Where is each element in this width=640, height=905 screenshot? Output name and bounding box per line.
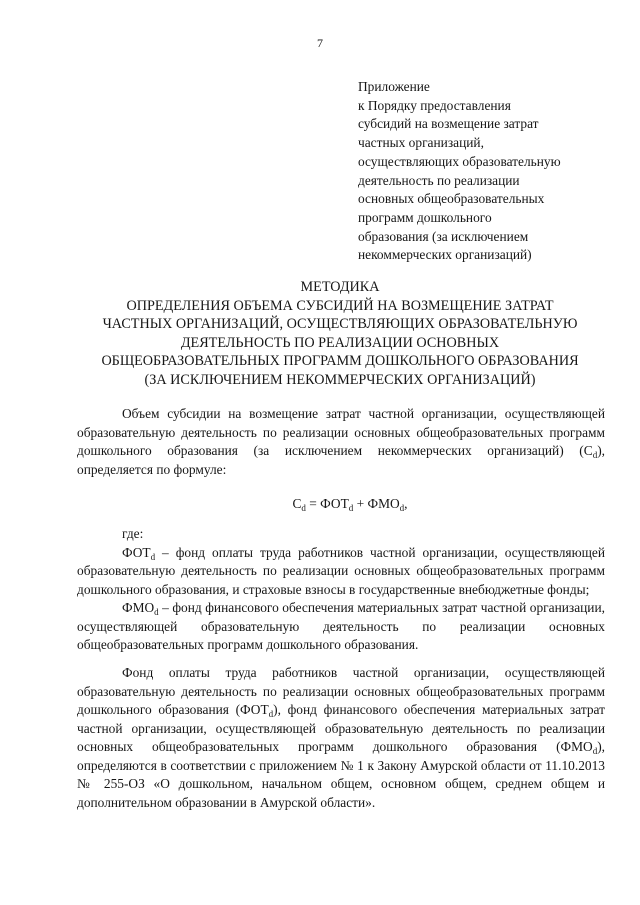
appendix-line: осуществляющих образовательную [358, 153, 561, 169]
final-sub1: d [268, 709, 274, 719]
formula-end: , [404, 496, 408, 511]
final-part2: ), фонд финансового обеспечения материальных затрат частной организации, осуществляющей образовательную деятельность по реализации основных общеобразовательных программ дошкольного образования (ФМО [77, 702, 605, 754]
formula-c-sub: d [301, 503, 306, 513]
formula-fmo-sub: d [399, 503, 405, 513]
document-title [66, 278, 614, 390]
appendix-line: субсидий на возмещение затрат [358, 116, 539, 132]
appendix-note [358, 78, 628, 265]
definition-fot [77, 544, 605, 600]
definition-fmo [77, 599, 605, 655]
final-sub2: d [592, 746, 598, 756]
final-part1: Фонд оплаты труда работников частной организации, осуществляющей образовательную деятельность по реализации основных общеобразовательных программ дошкольного образования (ФОТ [77, 665, 605, 717]
formula-c: С [292, 496, 302, 511]
title-line: ОПРЕДЕЛЕНИЯ ОБЪЕМА СУБСИДИЙ НА ВОЗМЕЩЕНИЕ ЗАТРАТ [126, 297, 554, 314]
definition-text: – фонд финансового обеспечения материальных затрат частной организации, осуществляющей образовательную деятельность по реализации основных общеобразовательных программ дошкольного образования. [77, 600, 605, 652]
intro-paragraph [77, 405, 605, 479]
final-part3: ), определяются в соответствии с приложением № 1 к Закону Амурской области от 11.10.2013 № 255-ОЗ «О дошкольном, начальном общем, основном общем, среднем общем и дополнительном образовании в Амурской области». [77, 739, 605, 810]
definition-sub: d [150, 551, 156, 562]
appendix-line: к Порядку предоставления [358, 97, 511, 113]
appendix-line: Приложение [358, 79, 430, 94]
formula-fot-sub: d [348, 503, 354, 513]
definition-text: – фонд оплаты труда работников частной организации, осуществляющей образовательную деятельность по реализации основных общеобразовательных программ дошкольного образования, и страховые взносы в государственные внебюджетные фонды; [77, 544, 605, 597]
title-line: ДЕЯТЕЛЬНОСТЬ ПО РЕАЛИЗАЦИИ ОСНОВНЫХ [180, 334, 500, 351]
page-number: 7 [317, 36, 323, 50]
formula-fmo: + ФМО [353, 496, 400, 511]
final-paragraph [77, 664, 605, 812]
title-line: ОБЩЕОБРАЗОВАТЕЛЬНЫХ ПРОГРАММ ДОШКОЛЬНОГО ОБРАЗОВАНИЯ [101, 353, 579, 370]
definition-term: ФМО [122, 600, 155, 615]
definition-term: ФОТ [122, 544, 151, 560]
appendix-line: образования (за исключением [358, 228, 529, 244]
appendix-line: некоммерческих организаций) [358, 247, 532, 263]
definitions-block [77, 525, 605, 655]
title-line: МЕТОДИКА [300, 279, 380, 295]
appendix-line: частных организаций, [358, 135, 484, 151]
formula-fot: = ФОТ [305, 496, 349, 511]
where-label: где: [122, 526, 144, 541]
appendix-line: программ дошкольного [358, 209, 492, 225]
intro-text: Объем субсидии на возмещение затрат частной организации, осуществляющей образовательную деятельность по реализации основных общеобразовательных программ дошкольного образования (за исключением некоммерческих организаций) (С [77, 406, 605, 458]
title-line: ЧАСТНЫХ ОРГАНИЗАЦИЙ, ОСУЩЕСТВЛЯЮЩИХ ОБРАЗОВАТЕЛЬНУЮ [102, 316, 578, 333]
formula [0, 496, 640, 512]
title-line: (ЗА ИСКЛЮЧЕНИЕМ НЕКОММЕРЧЕСКИХ ОРГАНИЗАЦИЙ) [144, 371, 536, 388]
appendix-line: основных общеобразовательных [358, 191, 545, 207]
intro-sub: d [592, 450, 598, 460]
appendix-line: деятельность по реализации [358, 172, 520, 188]
definition-sub: d [154, 607, 159, 617]
intro-tail: ), определяется по формуле: [77, 443, 605, 477]
